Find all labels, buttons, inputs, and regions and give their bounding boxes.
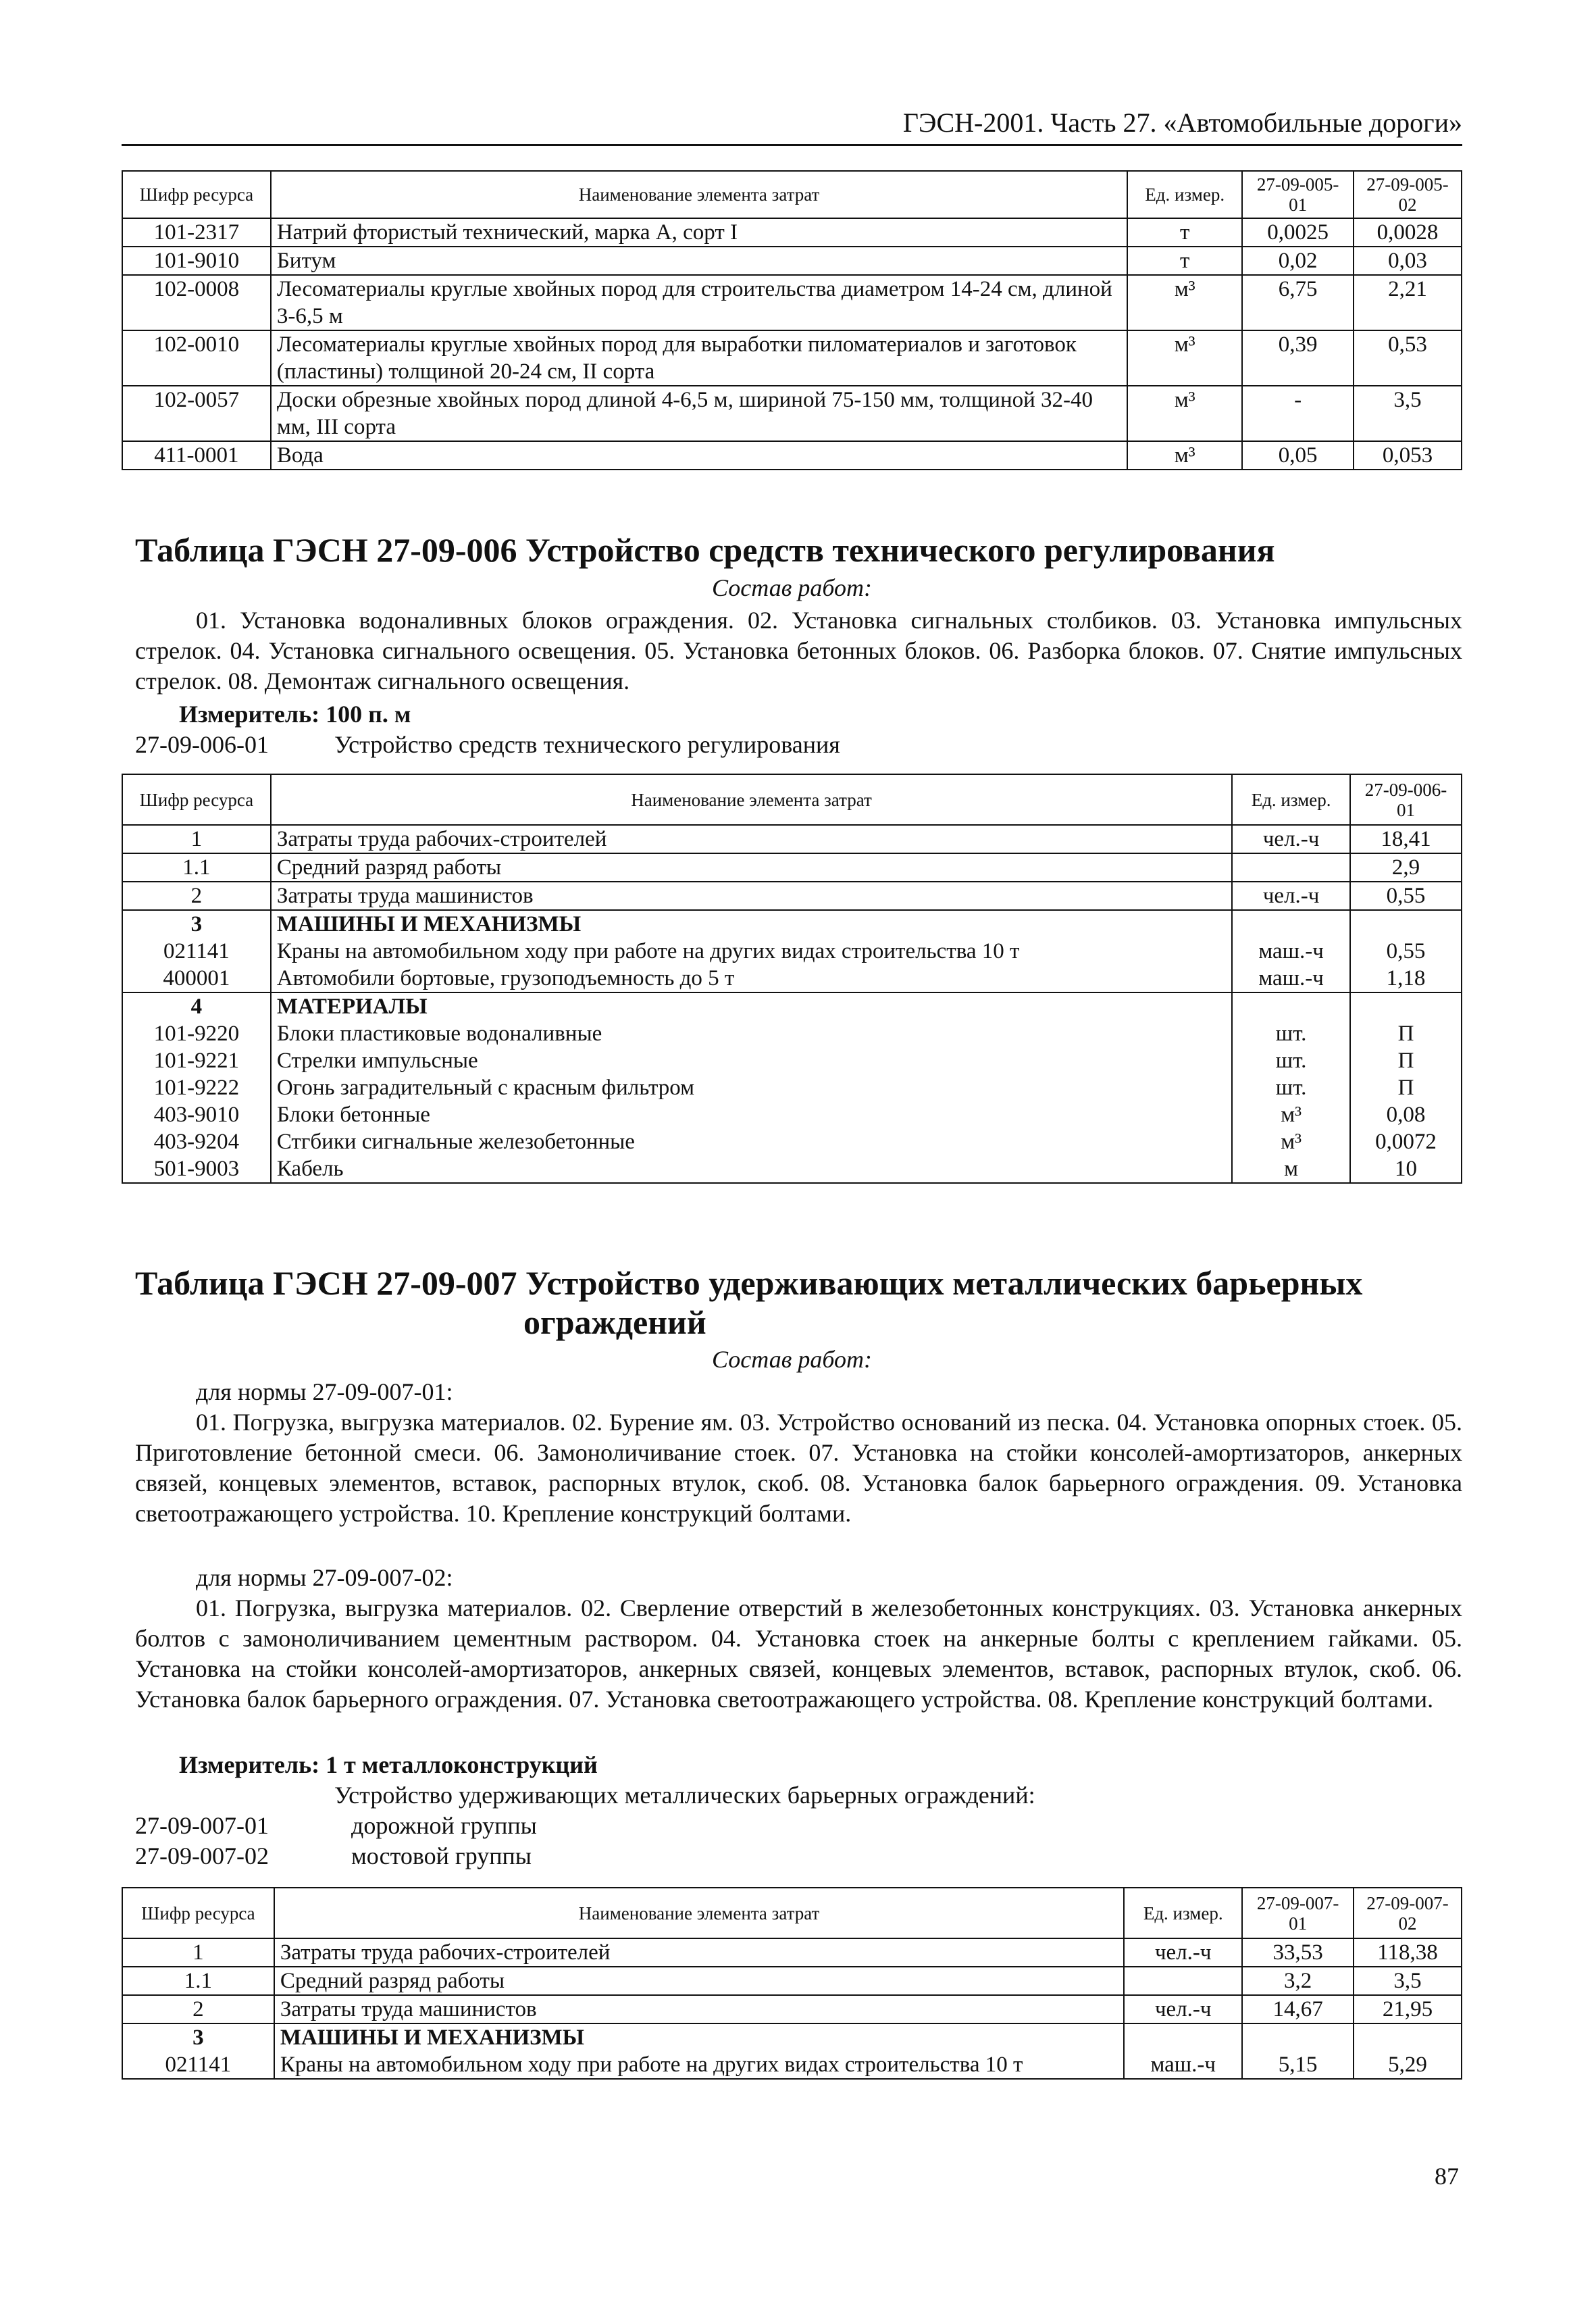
table-row — [122, 853, 1462, 882]
cell-unit: т — [1127, 218, 1242, 247]
table-row — [122, 1128, 1462, 1155]
section-title-line: Таблица ГЭСН 27-09-007 Устройство удерживающих металлических барьерных — [135, 1264, 1363, 1302]
cell-code: 3 — [122, 910, 271, 938]
cell-unit: м³ — [1127, 330, 1242, 386]
cell-unit: м — [1232, 1155, 1350, 1183]
table-row — [122, 992, 1462, 1020]
cell-code: 403-9010 — [122, 1101, 271, 1128]
cell-value: 2,9 — [1350, 853, 1462, 882]
cell-unit: чел.-ч — [1124, 1995, 1242, 2023]
cell-value: 0,55 — [1350, 882, 1462, 910]
cell-code: 400001 — [122, 965, 271, 992]
col-header-norm: 27-09-006-01 — [1350, 774, 1462, 825]
table-row — [122, 1967, 1462, 1995]
cell-code: 021141 — [122, 2051, 274, 2079]
cell-value — [1350, 910, 1462, 938]
cell-name: Доски обрезные хвойных пород длиной 4-6,5 м, шириной 75-150 мм, толщиной 32-40 мм, III сорта — [271, 386, 1127, 441]
norm-name: мостовой группы — [351, 1842, 532, 1869]
cell-unit: маш.-ч — [1124, 2051, 1242, 2079]
cell-group-heading: МАТЕРИАЛЫ — [271, 992, 1232, 1020]
cell-unit: м³ — [1127, 386, 1242, 441]
col-header-code: Шифр ресурса — [122, 1888, 274, 1938]
cell-name: Стрелки импульсные — [271, 1047, 1232, 1074]
table-row — [122, 910, 1462, 938]
cell-unit — [1232, 853, 1350, 882]
resource-table-006 — [122, 774, 1462, 1184]
cell-value: 0,55 — [1350, 938, 1462, 965]
cell-value: 2,21 — [1354, 275, 1462, 330]
norm-group-title: Устройство удерживающих металлических барьерных ограждений: — [334, 1782, 1035, 1809]
table-row — [122, 2051, 1462, 2079]
cell-code: 2 — [122, 1995, 274, 2023]
cell-value: - — [1242, 386, 1354, 441]
cell-name: Средний разряд работы — [271, 853, 1232, 882]
cell-unit: м³ — [1232, 1101, 1350, 1128]
cell-value: П — [1350, 1020, 1462, 1047]
cell-value: 18,41 — [1350, 825, 1462, 853]
cell-unit: м³ — [1232, 1128, 1350, 1155]
cell-unit: маш.-ч — [1232, 938, 1350, 965]
cell-code: 021141 — [122, 938, 271, 965]
table-row — [122, 441, 1462, 470]
cell-value: 0,39 — [1242, 330, 1354, 386]
cell-name: Затраты труда машинистов — [271, 882, 1232, 910]
cell-value: 3,5 — [1354, 1967, 1462, 1995]
cell-code: 2 — [122, 882, 271, 910]
cell-value: 118,38 — [1354, 1938, 1462, 1967]
cell-name: Краны на автомобильном ходу при работе на других видах строительства 10 т — [274, 2051, 1124, 2079]
cell-name: Кабель — [271, 1155, 1232, 1183]
col-header-norm: 27-09-005-01 — [1242, 171, 1354, 218]
col-header-code: Шифр ресурса — [122, 774, 271, 825]
cell-code: 101-2317 — [122, 218, 271, 247]
resource-table-007 — [122, 1887, 1462, 2080]
cell-name: Натрий фтористый технический, марка А, сорт I — [271, 218, 1127, 247]
cell-value: 0,0028 — [1354, 218, 1462, 247]
for-norm-label: для нормы 27-09-007-02: — [196, 1564, 453, 1591]
cell-code: 403-9204 — [122, 1128, 271, 1155]
cell-value: 0,08 — [1350, 1101, 1462, 1128]
table-row — [122, 2023, 1462, 2051]
cell-code: 101-9010 — [122, 247, 271, 275]
cell-value — [1350, 992, 1462, 1020]
cell-code: 1 — [122, 825, 271, 853]
table-row — [122, 1020, 1462, 1047]
cell-unit: м³ — [1127, 441, 1242, 470]
norm-code: 27-09-007-02 — [135, 1842, 269, 1869]
cell-name: Средний разряд работы — [274, 1967, 1124, 1995]
cell-name: Затраты труда рабочих-строителей — [271, 825, 1232, 853]
cell-code: 501-9003 — [122, 1155, 271, 1183]
table-row — [122, 1938, 1462, 1967]
col-header-code: Шифр ресурса — [122, 171, 271, 218]
cell-code: 101-9222 — [122, 1074, 271, 1101]
cell-name: Стгбики сигнальные железобетонные — [271, 1128, 1232, 1155]
cell-name: Огонь заградительный с красным фильтром — [271, 1074, 1232, 1101]
cell-code: 3 — [122, 2023, 274, 2051]
table-row — [122, 247, 1462, 275]
cell-unit: шт. — [1232, 1047, 1350, 1074]
cell-value: 14,67 — [1242, 1995, 1354, 2023]
cell-value: 0,53 — [1354, 330, 1462, 386]
table-row — [122, 1101, 1462, 1128]
section-title-006: Таблица ГЭСН 27-09-006 Устройство средств технического регулирования — [135, 531, 1275, 569]
cell-group-heading: МАШИНЫ И МЕХАНИЗМЫ — [274, 2023, 1124, 2051]
composition-label: Состав работ: — [712, 1346, 872, 1373]
cell-value: 6,75 — [1242, 275, 1354, 330]
cell-unit: маш.-ч — [1232, 965, 1350, 992]
table-row — [122, 1155, 1462, 1183]
resource-table-005 — [122, 170, 1462, 470]
table-row — [122, 965, 1462, 992]
cell-value: П — [1350, 1074, 1462, 1101]
table-row — [122, 938, 1462, 965]
cell-unit: м³ — [1127, 275, 1242, 330]
cell-group-heading: МАШИНЫ И МЕХАНИЗМЫ — [271, 910, 1232, 938]
cell-value: П — [1350, 1047, 1462, 1074]
norm-name: дорожной группы — [351, 1812, 537, 1839]
cell-code: 102-0010 — [122, 330, 271, 386]
cell-value: 10 — [1350, 1155, 1462, 1183]
cell-value — [1354, 2023, 1462, 2051]
section-title-007 — [135, 1263, 1472, 1342]
table-row — [122, 1074, 1462, 1101]
cell-name: Затраты труда машинистов — [274, 1995, 1124, 2023]
cell-code: 1.1 — [122, 853, 271, 882]
cell-value: 5,29 — [1354, 2051, 1462, 2079]
cell-value: 0,053 — [1354, 441, 1462, 470]
cell-unit — [1232, 992, 1350, 1020]
table-row — [122, 882, 1462, 910]
composition-label: Состав работ: — [712, 574, 872, 601]
cell-unit — [1124, 2023, 1242, 2051]
cell-name: Битум — [271, 247, 1127, 275]
norm-code: 27-09-006-01 — [135, 731, 269, 758]
cell-name: Вода — [271, 441, 1127, 470]
cell-unit: т — [1127, 247, 1242, 275]
cell-value: 0,05 — [1242, 441, 1354, 470]
cell-code: 101-9221 — [122, 1047, 271, 1074]
cell-name: Блоки бетонные — [271, 1101, 1232, 1128]
cell-value: 0,02 — [1242, 247, 1354, 275]
section-title-line: ограждений — [523, 1303, 706, 1341]
cell-unit: чел.-ч — [1124, 1938, 1242, 1967]
cell-code: 101-9220 — [122, 1020, 271, 1047]
table-row — [122, 275, 1462, 330]
table-row — [122, 825, 1462, 853]
cell-value: 33,53 — [1242, 1938, 1354, 1967]
for-norm-label: для нормы 27-09-007-01: — [196, 1378, 453, 1405]
col-header-unit: Ед. измер. — [1232, 774, 1350, 825]
cell-code: 1 — [122, 1938, 274, 1967]
cell-name: Лесоматериалы круглые хвойных пород для выработки пиломатериалов и заготовок (пластины) толщиной 20-24 см, II сорта — [271, 330, 1127, 386]
cell-name: Затраты труда рабочих-строителей — [274, 1938, 1124, 1967]
cell-unit — [1232, 910, 1350, 938]
works-list-007-02: 01. Погрузка, выгрузка материалов. 02. Сверление отверстий в железобетонных конструкциях. 03. Установка анкерных болтов с замоноличиванием цементным раствором. 04. Установка стоек на анкерные болты с креплением гайками. 05. Установка на стойки консолей-амортизаторов, анкерных связей, концевых элементов, вставок, распорных втулок, скоб. 06. Установка балок барьерного ограждения. 07. Установка светоотражающего устройства. 08. Крепление конструкций болтами. — [135, 1594, 1462, 1713]
cell-value: 0,0025 — [1242, 218, 1354, 247]
cell-value: 3,2 — [1242, 1967, 1354, 1995]
cell-value — [1242, 2023, 1354, 2051]
cell-unit: чел.-ч — [1232, 825, 1350, 853]
works-list-007-01: 01. Погрузка, выгрузка материалов. 02. Бурение ям. 03. Устройство оснований из песка. 04. Установка опорных стоек. 05. Приготовление бетонной смеси. 06. Замоноличивание стоек. 07. Установка на стойки консолей-амортизаторов, анкерных связей, концевых элементов, вставок, распорных втулок, скоб. 08. Установка балок барьерного ограждения. 09. Установка светоотражающего устройства. 10. Крепление конструкций болтами. — [135, 1409, 1462, 1527]
running-header: ГЭСН-2001. Часть 27. «Автомобильные дороги» — [122, 107, 1462, 146]
col-header-name: Наименование элемента затрат — [274, 1888, 1124, 1938]
table-row — [122, 330, 1462, 386]
cell-code: 102-0057 — [122, 386, 271, 441]
meter-007: Измеритель: 1 т металлоконструкций — [179, 1751, 598, 1778]
cell-code: 102-0008 — [122, 275, 271, 330]
cell-code: 1.1 — [122, 1967, 274, 1995]
cell-unit: шт. — [1232, 1074, 1350, 1101]
table-row — [122, 386, 1462, 441]
table-row — [122, 1995, 1462, 2023]
meter-006: Измеритель: 100 п. м — [179, 701, 411, 728]
col-header-norm: 27-09-007-01 — [1242, 1888, 1354, 1938]
cell-unit — [1124, 1967, 1242, 1995]
col-header-unit: Ед. измер. — [1124, 1888, 1242, 1938]
cell-value: 5,15 — [1242, 2051, 1354, 2079]
cell-value: 0,0072 — [1350, 1128, 1462, 1155]
cell-name: Краны на автомобильном ходу при работе на других видах строительства 10 т — [271, 938, 1232, 965]
cell-unit: чел.-ч — [1232, 882, 1350, 910]
col-header-unit: Ед. измер. — [1127, 171, 1242, 218]
cell-name: Лесоматериалы круглые хвойных пород для строительства диаметром 14-24 см, длиной 3-6,5 м — [271, 275, 1127, 330]
col-header-name: Наименование элемента затрат — [271, 171, 1127, 218]
cell-name: Автомобили бортовые, грузоподъемность до 5 т — [271, 965, 1232, 992]
cell-code: 411-0001 — [122, 441, 271, 470]
norm-code: 27-09-007-01 — [135, 1812, 269, 1839]
col-header-name: Наименование элемента затрат — [271, 774, 1232, 825]
cell-name: Блоки пластиковые водоналивные — [271, 1020, 1232, 1047]
table-row — [122, 1047, 1462, 1074]
cell-value: 21,95 — [1354, 1995, 1462, 2023]
col-header-norm: 27-09-007-02 — [1354, 1888, 1462, 1938]
cell-unit: шт. — [1232, 1020, 1350, 1047]
norm-name: Устройство средств технического регулирования — [334, 731, 840, 758]
cell-code: 4 — [122, 992, 271, 1020]
col-header-norm: 27-09-005-02 — [1354, 171, 1462, 218]
cell-value: 1,18 — [1350, 965, 1462, 992]
works-list-006: 01. Установка водоналивных блоков ограждения. 02. Установка сигнальных столбиков. 03. Установка импульсных стрелок. 04. Установка сигнального освещения. 05. Установка бетонных блоков. 06. Разборка блоков. 07. Снятие импульсных стрелок. 08. Демонтаж сигнального освещения. — [135, 607, 1462, 695]
table-row — [122, 218, 1462, 247]
cell-value: 3,5 — [1354, 386, 1462, 441]
cell-value: 0,03 — [1354, 247, 1462, 275]
page-number: 87 — [1435, 2163, 1459, 2190]
